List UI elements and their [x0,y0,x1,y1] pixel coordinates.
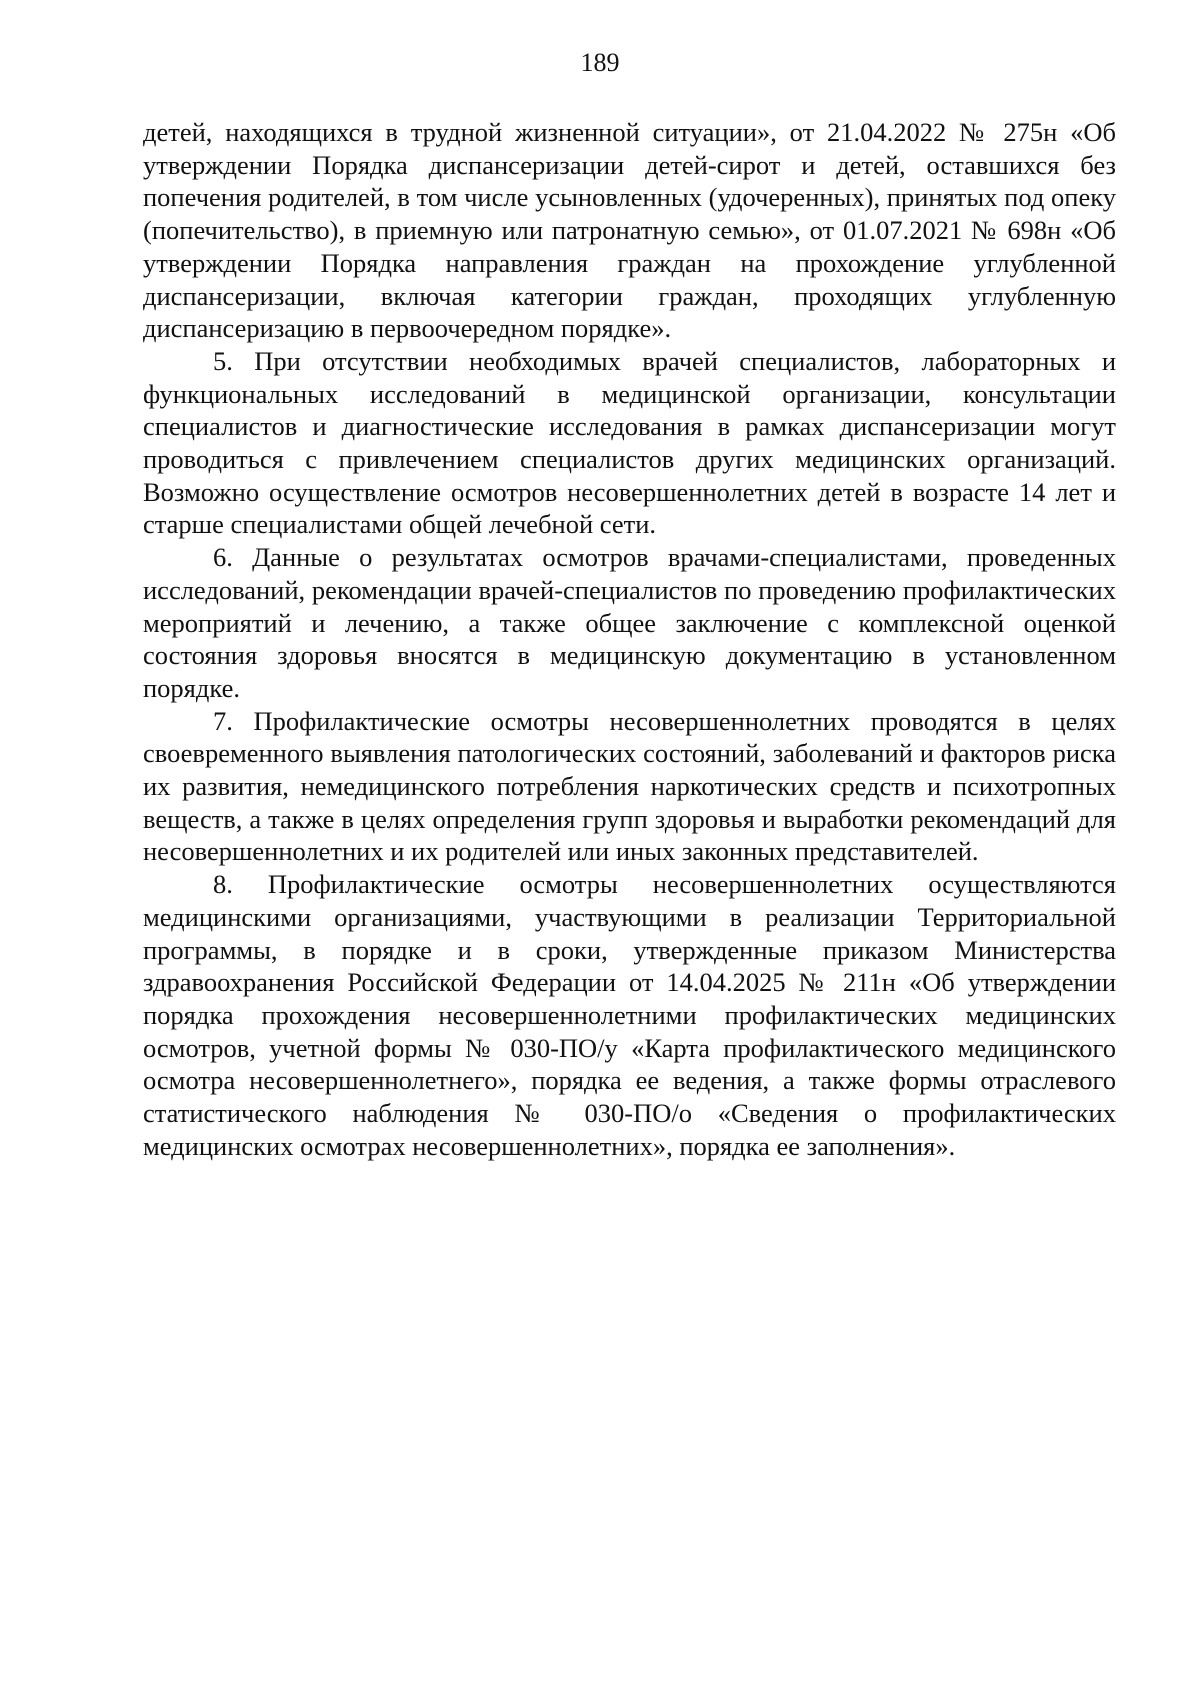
paragraph-item-8: 8. Профилактические осмотры несовершеннолетних осуществляются медицинскими организациями, участвующими в реализации Территориальной программы, в порядке и в сроки, утвержденные приказом Министерства здравоохранения Российской Федерации от 14.04.2025 № 211н «Об утверждении порядка прохождения несовершеннолетними профилактических медицинских осмотров, учетной формы № 030-ПО/у «Карта профилактического медицинского осмотра несовершеннолетнего», порядка ее ведения, а также формы отраслевого статистического наблюдения № 030-ПО/о «Сведения о профилактических медицинских осмотрах несовершеннолетних», порядка ее заполнения». [143,869,1116,1161]
document-body [143,116,1116,1163]
paragraph-continuation: детей, находящихся в трудной жизненной ситуации», от 21.04.2022 № 275н «Об утверждении Порядка диспансеризации детей-сирот и детей, оставшихся без попечения родителей, в том числе усыновленных (удочеренных), принятых под опеку (попечительство), в приемную или патронатную семью», от 01.07.2021 № 698н «Об утверждении Порядка направления граждан на прохождение углубленной диспансеризации, включая категории граждан, проходящих углубленную диспансеризацию в первоочередном порядке». [143,117,1116,344]
paragraph-item-7: 7. Профилактические осмотры несовершеннолетних проводятся в целях своевременного выявления патологических состояний, заболеваний и факторов риска их развития, немедицинского потребления наркотических средств и психотропных веществ, а также в целях определения групп здоровья и выработки рекомендаций для несовершеннолетних и их родителей или иных законных представителей. [143,705,1116,867]
paragraph-item-6: 6. Данные о результатах осмотров врачами-специалистами, проведенных исследований, рекомендации врачей-специалистов по проведению профилактических мероприятий и лечению, а также общее заключение с комплексной оценкой состояния здоровья вносятся в медицинскую документацию в установленном порядке. [143,542,1116,703]
paragraph-item-5: 5. При отсутствии необходимых врачей специалистов, лабораторных и функциональных исследований в медицинской организации, консультации специалистов и диагностические исследования в рамках диспансеризации могут проводиться с привлечением специалистов других медицинских организаций. Возможно осуществление осмотров несовершеннолетних детей в возрасте 14 лет и старше специалистами общей лечебной сети. [143,345,1116,540]
page-number: 189 [580,48,620,77]
